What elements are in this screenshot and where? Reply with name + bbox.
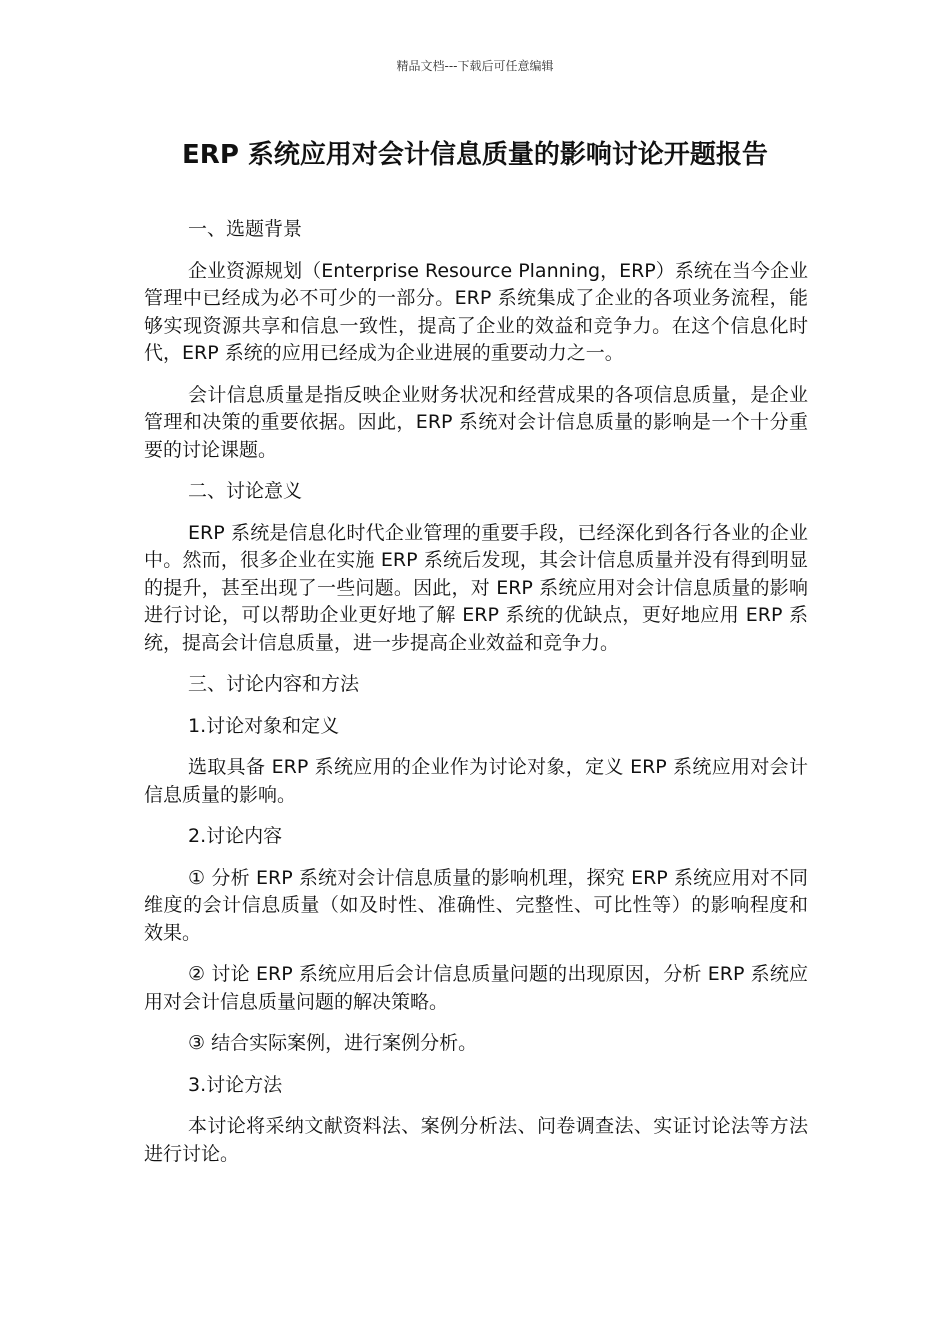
document-body — [144, 216, 808, 1182]
subheading-object-definition: 1.讨论对象和定义 — [188, 714, 340, 737]
paragraph-methods: 本讨论将采纳文献资料法、案例分析法、问卷调查法、实证讨论法等方法进行讨论。 — [144, 1115, 808, 1165]
paragraph-significance: ERP 系统是信息化时代企业管理的重要手段，已经深化到各行各业的企业中。然而，很多企业在实施 ERP 系统后发现，其会计信息质量并没有得到明显的提升，甚至出现了一些问题。因此，对 ERP 系统应用对会计信息质量的影响进行讨论，可以帮助企业更好地了解 ERP 系统的优缺点，更好地应用 ERP 系统，提高会计信息质量，进一步提高企业效益和竞争力。 — [144, 521, 808, 654]
paragraph-content-item-2: ② 讨论 ERP 系统应用后会计信息质量问题的出现原因，分析 ERP 系统应用对会计信息质量问题的解决策略。 — [144, 963, 808, 1013]
paragraph-accounting-quality: 会计信息质量是指反映企业财务状况和经营成果的各项信息质量，是企业管理和决策的重要依据。因此，ERP 系统对会计信息质量的影响是一个十分重要的讨论课题。 — [144, 383, 808, 461]
paragraph-object-definition: 选取具备 ERP 系统应用的企业作为讨论对象，定义 ERP 系统应用对会计信息质量的影响。 — [144, 756, 808, 806]
page-header: 精品文档---下载后可任意编辑 — [396, 59, 554, 73]
section-heading-background: 一、选题背景 — [188, 218, 303, 240]
paragraph-content-item-3: ③ 结合实际案例，进行案例分析。 — [188, 1032, 478, 1054]
subheading-content: 2.讨论内容 — [188, 825, 283, 847]
document-title: ERP 系统应用对会计信息质量的影响讨论开题报告 — [182, 140, 768, 170]
subheading-methods: 3.讨论方法 — [188, 1073, 283, 1096]
paragraph-content-item-1: ① 分析 ERP 系统对会计信息质量的影响机理，探究 ERP 系统应用对不同维度的会计信息质量（如及时性、准确性、完整性、可比性等）的影响程度和效果。 — [144, 866, 808, 944]
section-heading-content-methods: 三、讨论内容和方法 — [188, 673, 360, 695]
paragraph-erp-intro: 企业资源规划（Enterprise Resource Planning，ERP）系统在当今企业管理中已经成为必不可少的一部分。ERP 系统集成了企业的各项业务流程，能够实现资源共享和信息一致性，提高了企业的效益和竞争力。在这个信息化时代，ERP 系统的应用已经成为企业进展的重要动力之一。 — [144, 259, 808, 364]
section-heading-significance: 二、讨论意义 — [188, 480, 303, 502]
